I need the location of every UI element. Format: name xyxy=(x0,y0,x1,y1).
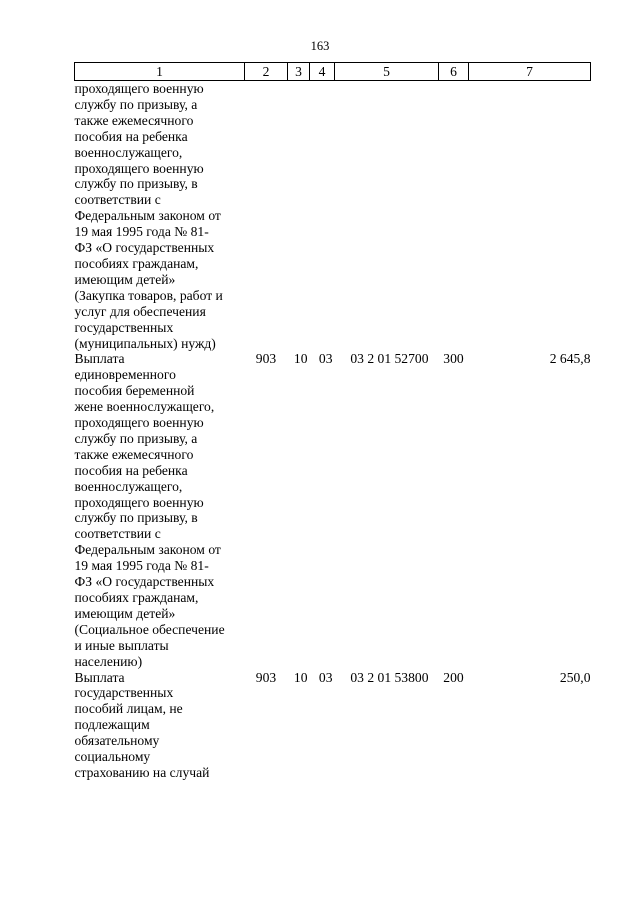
header-col-7: 7 xyxy=(469,63,591,81)
header-col-1: 1 xyxy=(75,63,245,81)
description-line: службу по призыву, а xyxy=(74,430,198,446)
amount: 250,0 xyxy=(559,669,591,685)
target-article-code xyxy=(335,81,439,352)
subsection-code: 03 xyxy=(318,351,333,367)
description-line: соответствии с xyxy=(74,192,161,208)
description-line: также ежемесячного xyxy=(74,112,194,128)
row-description xyxy=(75,670,245,781)
description-line: проходящего военную xyxy=(74,494,204,510)
description-line: 19 мая 1995 года № 81- xyxy=(74,224,209,240)
header-col-6: 6 xyxy=(439,63,469,81)
description-line: Выплата xyxy=(74,669,125,685)
target-article-code: 03 2 01 53800 xyxy=(350,669,429,685)
description-line: проходящего военную xyxy=(74,415,204,431)
description-line: государственных xyxy=(74,319,174,335)
description-line: государственных xyxy=(74,685,174,701)
header-col-5: 5 xyxy=(335,63,439,81)
description-line: проходящего военную xyxy=(74,81,204,96)
ministry-code: 903 xyxy=(255,351,277,367)
description-line: также ежемесячного xyxy=(74,446,194,462)
description-line: службу по призыву, в xyxy=(74,510,198,526)
ministry-code xyxy=(245,81,288,352)
description-line: Федеральным законом от xyxy=(74,542,221,558)
header-col-4: 4 xyxy=(310,63,335,81)
description-line: пособия на ребенка xyxy=(74,128,188,144)
description-line: обязательному xyxy=(74,733,160,749)
description-line: имеющим детей» xyxy=(74,271,176,287)
description-line: соответствии с xyxy=(74,526,161,542)
description-line: пособия беременной xyxy=(74,383,195,399)
row-description xyxy=(75,351,245,669)
header-col-3: 3 xyxy=(288,63,310,81)
description-line: имеющим детей» xyxy=(74,605,176,621)
section-code: 10 xyxy=(293,351,308,367)
description-line: пособиях гражданам, xyxy=(74,255,199,271)
description-line: ФЗ «О государственных xyxy=(74,240,215,256)
amount xyxy=(469,81,591,352)
section-code: 10 xyxy=(293,669,308,685)
page-number: 163 xyxy=(310,39,330,53)
section-code xyxy=(288,81,310,352)
description-line: 19 мая 1995 года № 81- xyxy=(74,558,209,574)
header-col-2: 2 xyxy=(245,63,288,81)
subsection-code: 03 xyxy=(318,669,333,685)
description-line: ФЗ «О государственных xyxy=(74,574,215,590)
description-line: (Социальное обеспечение xyxy=(74,621,225,637)
description-line: военнослужащего, xyxy=(74,478,183,494)
description-line: проходящего военную xyxy=(74,160,204,176)
description-line: Выплата xyxy=(74,351,125,367)
description-line: службу по призыву, в xyxy=(74,176,198,192)
amount: 2 645,8 xyxy=(549,351,591,367)
description-line: жене военнослужащего, xyxy=(74,399,215,415)
description-line: услуг для обеспечения xyxy=(74,303,206,319)
table-row xyxy=(75,670,591,781)
budget-table xyxy=(74,62,591,781)
target-article-code: 03 2 01 52700 xyxy=(350,351,429,367)
description-line: страхованию на случай xyxy=(74,764,210,780)
expense-type-code xyxy=(439,81,469,352)
description-line: и иные выплаты xyxy=(74,637,169,653)
description-line: военнослужащего, xyxy=(74,144,183,160)
description-line: (Закупка товаров, работ и xyxy=(74,287,223,303)
description-line: пособия на ребенка xyxy=(74,462,188,478)
description-line: Федеральным законом от xyxy=(74,208,221,224)
description-line: (муниципальных) нужд) xyxy=(74,335,216,351)
ministry-code: 903 xyxy=(255,669,277,685)
expense-type-code: 300 xyxy=(443,351,464,367)
description-line: единовременного xyxy=(74,367,176,383)
description-line: службу по призыву, а xyxy=(74,96,198,112)
expense-type-code: 200 xyxy=(443,669,464,685)
subsection-code xyxy=(310,81,335,352)
table-row xyxy=(75,81,591,352)
description-line: подлежащим xyxy=(74,717,150,733)
description-line: пособиях гражданам, xyxy=(74,590,199,605)
table-header-row xyxy=(75,63,591,81)
description-line: населению) xyxy=(74,653,143,669)
description-line: социальному xyxy=(74,749,151,765)
table-row xyxy=(75,351,591,669)
description-line: пособий лицам, не xyxy=(74,701,183,717)
row-description xyxy=(75,81,245,352)
